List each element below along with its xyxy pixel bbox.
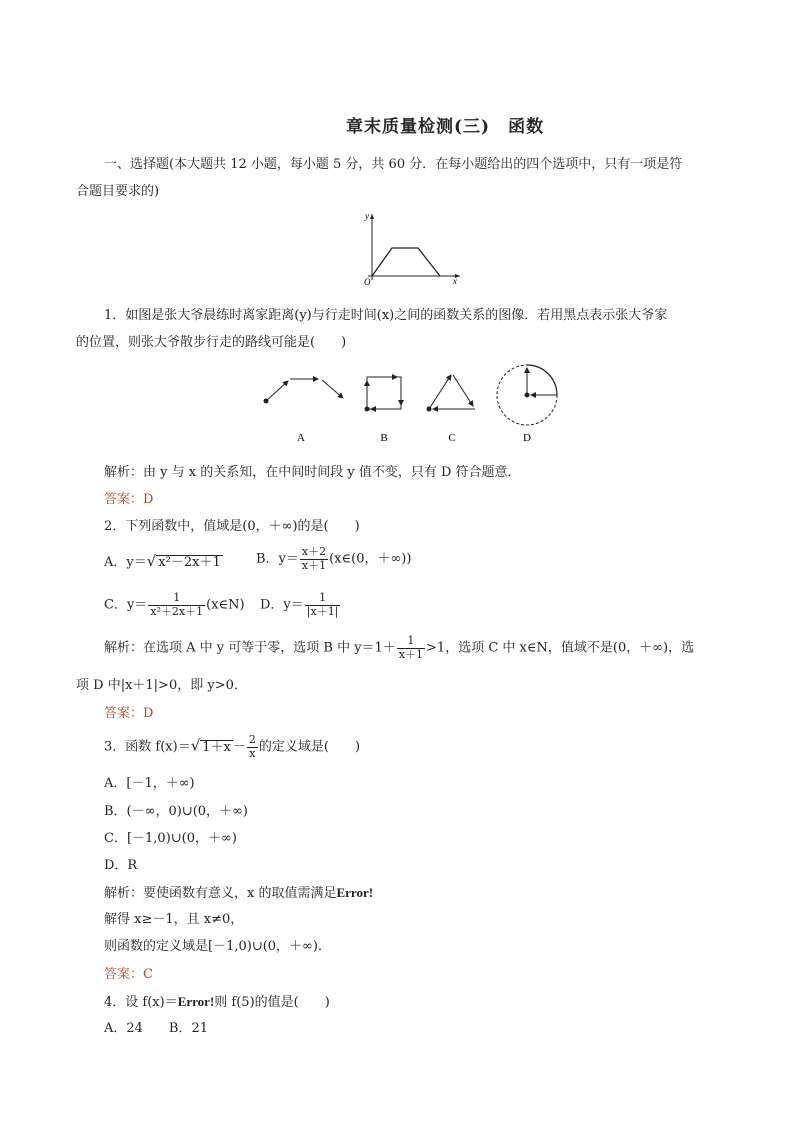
- q3-stem-prefix: 3．函数 f(x)＝: [104, 739, 191, 755]
- route-option-d: [497, 365, 557, 425]
- q2-stem: 2．下列函数中，值域是(0，＋∞)的是( ): [104, 519, 360, 534]
- fraction-numerator: 1: [305, 592, 341, 606]
- q2-analysis-line-2: 项 D 中|x＋1|>0，即 y>0．: [76, 678, 247, 693]
- q2-option-b: [256, 546, 411, 572]
- q3-analysis-line-3: 则函数的定义域是[－1,0)∪(0，＋∞)．: [104, 939, 331, 954]
- q2-option-c-fraction: [148, 592, 205, 618]
- fraction-denominator: x: [249, 746, 256, 760]
- q2-option-b-fraction: [300, 546, 328, 572]
- fraction-numerator: 2: [248, 733, 256, 746]
- q2-option-c-suffix: (x∈N): [206, 597, 245, 613]
- q2-option-c: [104, 592, 245, 618]
- q3-radicand: 1＋x: [202, 739, 231, 755]
- fraction-denominator: x＋1: [398, 647, 424, 661]
- q3-option-a: A．[－1，＋∞): [104, 776, 195, 791]
- q4-stem-prefix: 4．设 f(x)＝: [104, 995, 178, 1010]
- q2-option-d-prefix: D．y＝: [260, 597, 304, 613]
- route-option-c: [427, 375, 476, 412]
- y-axis-label: y: [365, 211, 369, 221]
- fraction-numerator: 1: [148, 592, 205, 606]
- section-intro-line-2: 合题目要求的): [76, 184, 160, 199]
- q3-stem: [104, 734, 360, 760]
- q2-option-b-prefix: B．y＝: [256, 551, 299, 567]
- error-field: Error!: [177, 994, 215, 1009]
- option-label-b: B: [380, 432, 388, 444]
- q3-analysis-text: 解析：要使函数有意义，x 的取值需满足: [104, 886, 337, 901]
- error-field: Error!: [336, 885, 374, 900]
- q3-option-b: B．(－∞，0)∪(0，＋∞): [104, 804, 248, 819]
- fraction-denominator: |x＋1|: [306, 604, 339, 618]
- fraction-numerator: 1: [397, 635, 425, 649]
- q2-option-a-radicand: x²－2x＋1: [158, 555, 221, 570]
- q3-stem-suffix: 的定义域是( ): [258, 739, 361, 755]
- fraction-denominator: x＋1: [301, 558, 327, 572]
- q2-option-a: [104, 554, 223, 569]
- q2-option-b-suffix: (x∈(0，＋∞)): [329, 551, 412, 567]
- distance-time-graph: [356, 208, 466, 288]
- q2-option-d: [260, 592, 341, 618]
- q3-analysis-line-1: [104, 886, 373, 900]
- q2-option-c-prefix: C．y＝: [104, 597, 148, 613]
- q1-analysis: 解析：由 y 与 x 的关系知，在中间时间段 y 值不变，只有 D 符合题意．: [104, 465, 521, 480]
- q2-analysis-part-a: 解析：在选项 A 中 y 可等于零，选项 B 中 y＝1＋: [104, 640, 396, 656]
- q1-stem-line-1: 1．如图是张大爷晨练时离家距离(y)与行走时间(x)之间的函数关系的图像．若用黑点表示张大爷家: [104, 308, 668, 323]
- q3-answer: 答案：C: [104, 967, 153, 982]
- q2-answer: 答案：D: [104, 706, 154, 721]
- q3-minus: －: [232, 739, 246, 755]
- fraction-denominator: x²＋2x＋1: [150, 604, 204, 618]
- y-axis-arrow: [370, 214, 374, 219]
- q2-analysis-part-b: >1，选项 C 中 x∈N，值域不是(0，＋∞)，选: [426, 640, 695, 656]
- origin-label: O: [364, 277, 371, 287]
- route-option-a: [264, 379, 344, 404]
- q4-stem-suffix: 则 f(5)的值是( ): [214, 995, 330, 1010]
- q3-fraction: [247, 734, 258, 760]
- q1-stem-line-2: 的位置，则张大爷散步行走的路线可能是( ): [76, 335, 347, 350]
- q2-analysis-fraction: [397, 635, 425, 661]
- fraction-numerator: x＋2: [301, 545, 327, 558]
- sqrt-sign: √: [190, 736, 201, 755]
- q3-analysis-line-2: 解得 x≥－1，且 x≠0，: [104, 912, 244, 927]
- route-option-b: [365, 377, 402, 412]
- option-label-c: C: [448, 432, 456, 444]
- q4-stem: [104, 995, 330, 1009]
- page-title: 章末质量检测(三) 函数: [346, 117, 545, 137]
- q2-option-a-prefix: A．y＝: [104, 555, 147, 570]
- x-axis-label: x: [453, 276, 457, 286]
- sqrt-sign: √: [146, 552, 157, 570]
- q1-answer: 答案：D: [104, 492, 154, 507]
- route-options-figure: [255, 364, 565, 444]
- option-label-d: D: [523, 432, 531, 444]
- q2-analysis-line-1: [104, 635, 694, 661]
- q4-options: A．24 B．21: [104, 1021, 209, 1036]
- option-label-a: A: [297, 432, 305, 444]
- q3-option-c: C．[－1,0)∪(0，＋∞): [104, 831, 237, 846]
- section-intro-line-1: 一、选择题(本大题共 12 小题，每小题 5 分，共 60 分．在每小题给出的四个选项中，只有一项是符: [104, 157, 683, 172]
- q2-option-d-fraction: [305, 592, 341, 618]
- graph-curve: [372, 248, 440, 276]
- q3-option-d: D．R: [104, 858, 138, 873]
